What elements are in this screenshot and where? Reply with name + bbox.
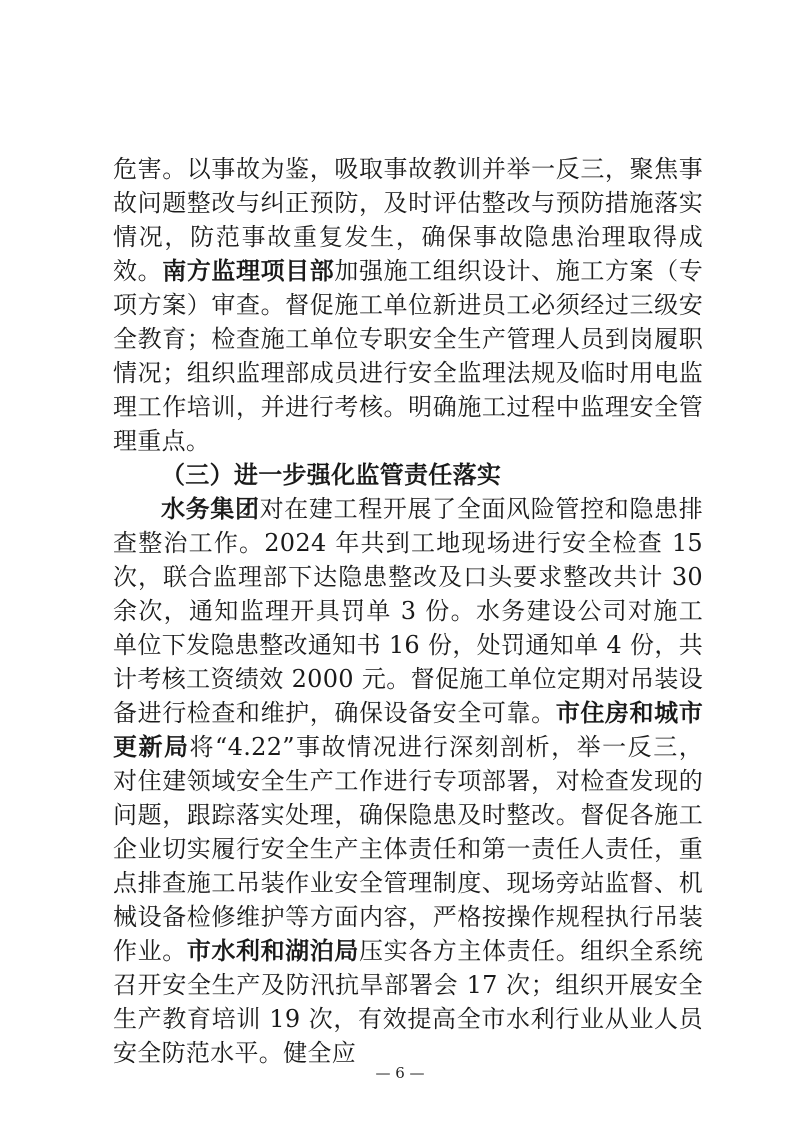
paragraph-1-text-2: 加强施工组织设计、施工方案（专项方案）审查。督促施工单位新进员工必须经过三级安全教育；检查施工单位专职安全生产管理人员到岗履职情况；组织监理部成员进行安全监理法规及临时用电监理工作培训，并进行考核。明确施工过程中监理安全管理重点。 (113, 257, 704, 455)
paragraph-2-bold-org-2: 市住房和城市更新局 (113, 698, 703, 761)
paragraph-2-bold-org-1: 水务集团 (161, 494, 260, 523)
paragraph-1 (113, 152, 703, 458)
paragraph-2-text-3: 压实各方主体责任。组织全系统召开安全生产及防汛抗旱部署会 17 次；组织开展安全生产教育培训 19 次，有效提高全市水利行业从业人员安全防范水平。健全应 (113, 937, 704, 1067)
document-page (113, 152, 703, 1070)
paragraph-1-bold-org: 南方监理项目部 (162, 256, 335, 285)
section-heading: （三）进一步强化监管责任落实 (161, 460, 502, 489)
paragraph-2-text-1: 对在建工程开展了全面风险管控和隐患排查整治工作。2024 年共到工地现场进行安全检查 15 次，联合监理部下达隐患整改及口头要求整改共计 30 余次，通知监理开具罚单 3 份。水务建设公司对施工单位下发隐患整改通知书 16 份，处罚通知单 4 份，共计考核工资绩效 2000 元。督促施工单位定期对吊装设备进行检查和维护，确保设备安全可靠。 (113, 495, 703, 727)
paragraph-2-bold-org-3: 市水利和湖泊局 (186, 936, 359, 965)
page-number: — 6 — (375, 1064, 425, 1082)
paragraph-2 (113, 492, 703, 1070)
paragraph-2-text-2: 将“4.22”事故情况进行深刻剖析，举一反三，对住建领域安全生产工作进行专项部署，对检查发现的问题，跟踪落实处理，确保隐患及时整改。督促各施工企业切实履行安全生产主体责任和第一责任人责任，重点排查施工吊装作业安全管理制度、现场旁站监督、机械设备检修维护等方面内容，严格按操作规程执行吊装作业。 (113, 733, 704, 965)
paragraph-1-text-1: 危害。以事故为鉴，吸取事故教训并举一反三，聚焦事故问题整改与纠正预防，及时评估整改与预防措施落实情况，防范事故重复发生，确保事故隐患治理取得成效。 (113, 155, 703, 285)
